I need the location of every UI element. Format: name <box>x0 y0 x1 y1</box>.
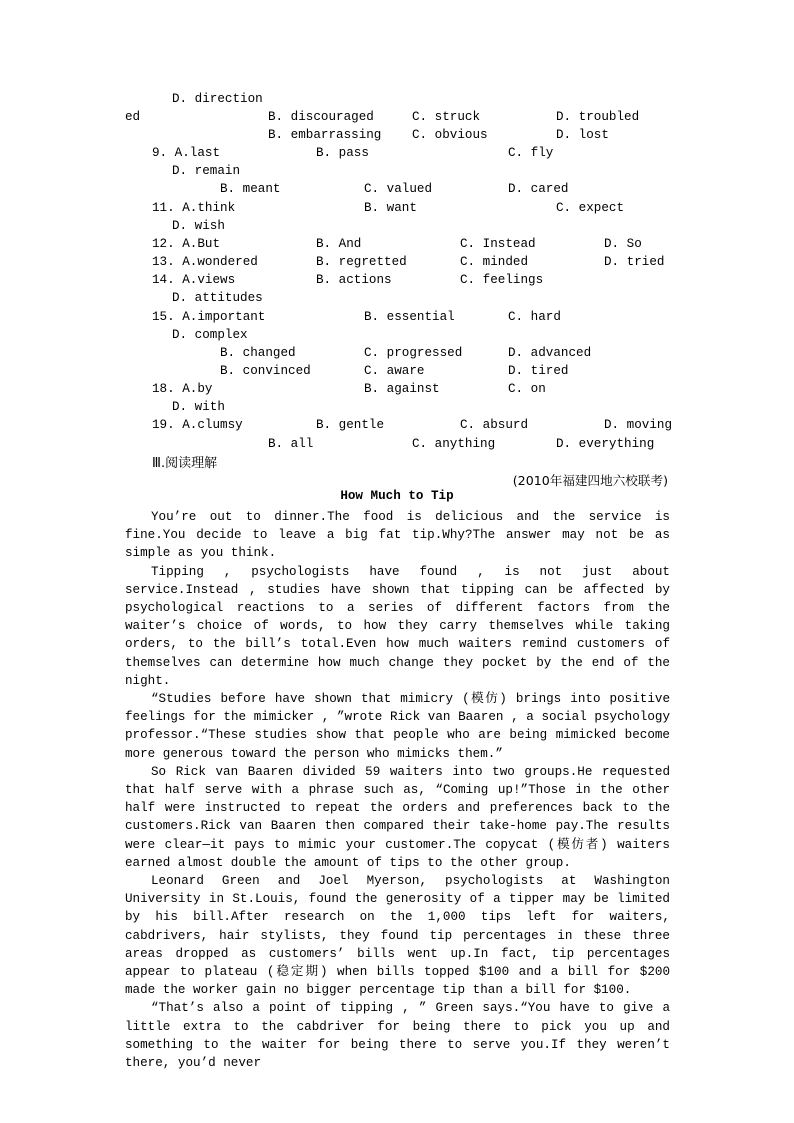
option-a: 14. A.views <box>152 273 236 287</box>
option-c: C. Instead <box>460 237 536 251</box>
paragraph: Leonard Green and Joel Myerson, psychologists at Washington University in St.Louis, found the generosity of a tipper may be limited by his bill.After research on the 1,000 tips left for waiters, cabdrivers, hair stylists, they found tip percentages in these three areas dropped as customers’ bills went up.In fact, tip percentages appear to plateau (稳定期) when bills topped $100 and a bill for $200 made the worker gain no bigger percentage tip than a bill for $100. <box>125 874 670 998</box>
option-d: D. everything <box>556 437 655 451</box>
option-row <box>0 380 546 398</box>
option-row <box>0 326 248 344</box>
option-b: B. against <box>364 382 440 396</box>
option-c: C. expect <box>556 201 625 215</box>
option-row <box>0 108 640 126</box>
option-row <box>0 289 263 307</box>
option-a: 9. A.last <box>152 146 221 160</box>
option-d: D. advanced <box>508 346 592 360</box>
option-row <box>0 180 569 198</box>
option-c: C. on <box>508 382 546 396</box>
option-b: B. meant <box>220 182 281 196</box>
option-b: B. And <box>316 237 362 251</box>
option-d: D. attitudes <box>172 291 263 305</box>
option-b: B. pass <box>316 146 369 160</box>
option-a: 19. A.clumsy <box>152 418 243 432</box>
option-c: C. struck <box>412 110 481 124</box>
paragraph: “Studies before have shown that mimicry (模仿) brings into positive feelings for the mimicker , ”wrote Rick van Baaren , a social psychology professor.“These studies show that people who are being mimicked become more generous toward the person who mimicks them.” <box>125 692 670 761</box>
passage-body <box>125 508 670 1072</box>
option-continuation: ed <box>125 110 141 124</box>
option-d: D. cared <box>508 182 569 196</box>
option-row <box>0 235 642 253</box>
option-d: D. wish <box>172 219 225 233</box>
option-d: D. complex <box>172 328 248 342</box>
option-row <box>0 126 609 144</box>
option-b: B. essential <box>364 310 455 324</box>
option-d: D. troubled <box>556 110 640 124</box>
option-c: C. fly <box>508 146 554 160</box>
option-row <box>0 199 625 217</box>
option-d: D. with <box>172 400 225 414</box>
option-c: C. obvious <box>412 128 488 142</box>
option-b: B. actions <box>316 273 392 287</box>
option-b: B. changed <box>220 346 296 360</box>
option-b: B. gentle <box>316 418 385 432</box>
option-b: B. all <box>268 437 314 451</box>
paragraph: “That’s also a point of tipping , ” Green says.“You have to give a little extra to the cabdriver for being there to pick you up and something to the waiter for being there to serve you.If they weren’t there, you’d never <box>125 1001 670 1071</box>
option-d: D. direction <box>172 92 263 106</box>
option-d: D. lost <box>556 128 609 142</box>
option-row <box>0 271 544 289</box>
option-a: 11. A.think <box>152 201 236 215</box>
option-d: D. remain <box>172 164 241 178</box>
option-row <box>0 435 655 453</box>
option-d: D. tired <box>508 364 569 378</box>
option-d: D. moving <box>604 418 673 432</box>
option-row <box>0 308 561 326</box>
option-row <box>0 416 673 434</box>
option-row <box>0 90 263 108</box>
option-b: B. embarrassing <box>268 128 382 142</box>
option-c: C. aware <box>364 364 425 378</box>
option-row <box>0 144 554 162</box>
option-b: B. regretted <box>316 255 407 269</box>
passage-title: How Much to Tip <box>340 489 454 503</box>
option-c: C. absurd <box>460 418 529 432</box>
source-note: (2010年福建四地六校联考) <box>512 473 668 488</box>
option-row <box>0 344 592 362</box>
option-c: C. feelings <box>460 273 544 287</box>
option-row <box>0 217 225 235</box>
option-c: C. anything <box>412 437 496 451</box>
paragraph: You’re out to dinner.The food is delicious and the service is fine.You decide to leave a big fat tip.Why?The answer may not be as simple as you think. <box>125 510 670 561</box>
option-c: C. hard <box>508 310 561 324</box>
option-c: C. valued <box>364 182 433 196</box>
option-a: 12. A.But <box>152 237 221 251</box>
options-block <box>0 0 794 451</box>
option-b: B. discouraged <box>268 110 374 124</box>
section-heading: Ⅲ.阅读理解 <box>152 456 218 471</box>
option-a: 18. A.by <box>152 382 213 396</box>
option-a: 13. A.wondered <box>152 255 258 269</box>
option-a: 15. A.important <box>152 310 266 324</box>
option-b: B. convinced <box>220 364 311 378</box>
option-b: B. want <box>364 201 417 215</box>
option-d: D. So <box>604 237 642 251</box>
option-row <box>0 398 225 416</box>
paragraph: So Rick van Baaren divided 59 waiters into two groups.He requested that half serve with a phrase such as, “Coming up!”Those in the other half were instructed to repeat the orders and preferences back to the customers.Rick van Baaren then compared their take-home pay.The results were clear—it pays to mimic your customer.The copycat (模仿者) waiters earned almost double the amount of tips to the other group. <box>125 764 670 870</box>
paragraph: Tipping , psychologists have found , is not just about service.Instead , studies have shown that tipping can be affected by psychological reactions to a series of different factors from the waiter’s choice of words, to how they carry themselves while taking orders, to the bill’s total.Even how much waiters remind customers of themselves can determine how much change they pocket by the end of the night. <box>125 564 670 688</box>
option-d: D. tried <box>604 255 665 269</box>
option-row <box>0 362 569 380</box>
option-row <box>0 162 241 180</box>
option-c: C. minded <box>460 255 529 269</box>
option-row <box>0 253 665 271</box>
option-c: C. progressed <box>364 346 463 360</box>
